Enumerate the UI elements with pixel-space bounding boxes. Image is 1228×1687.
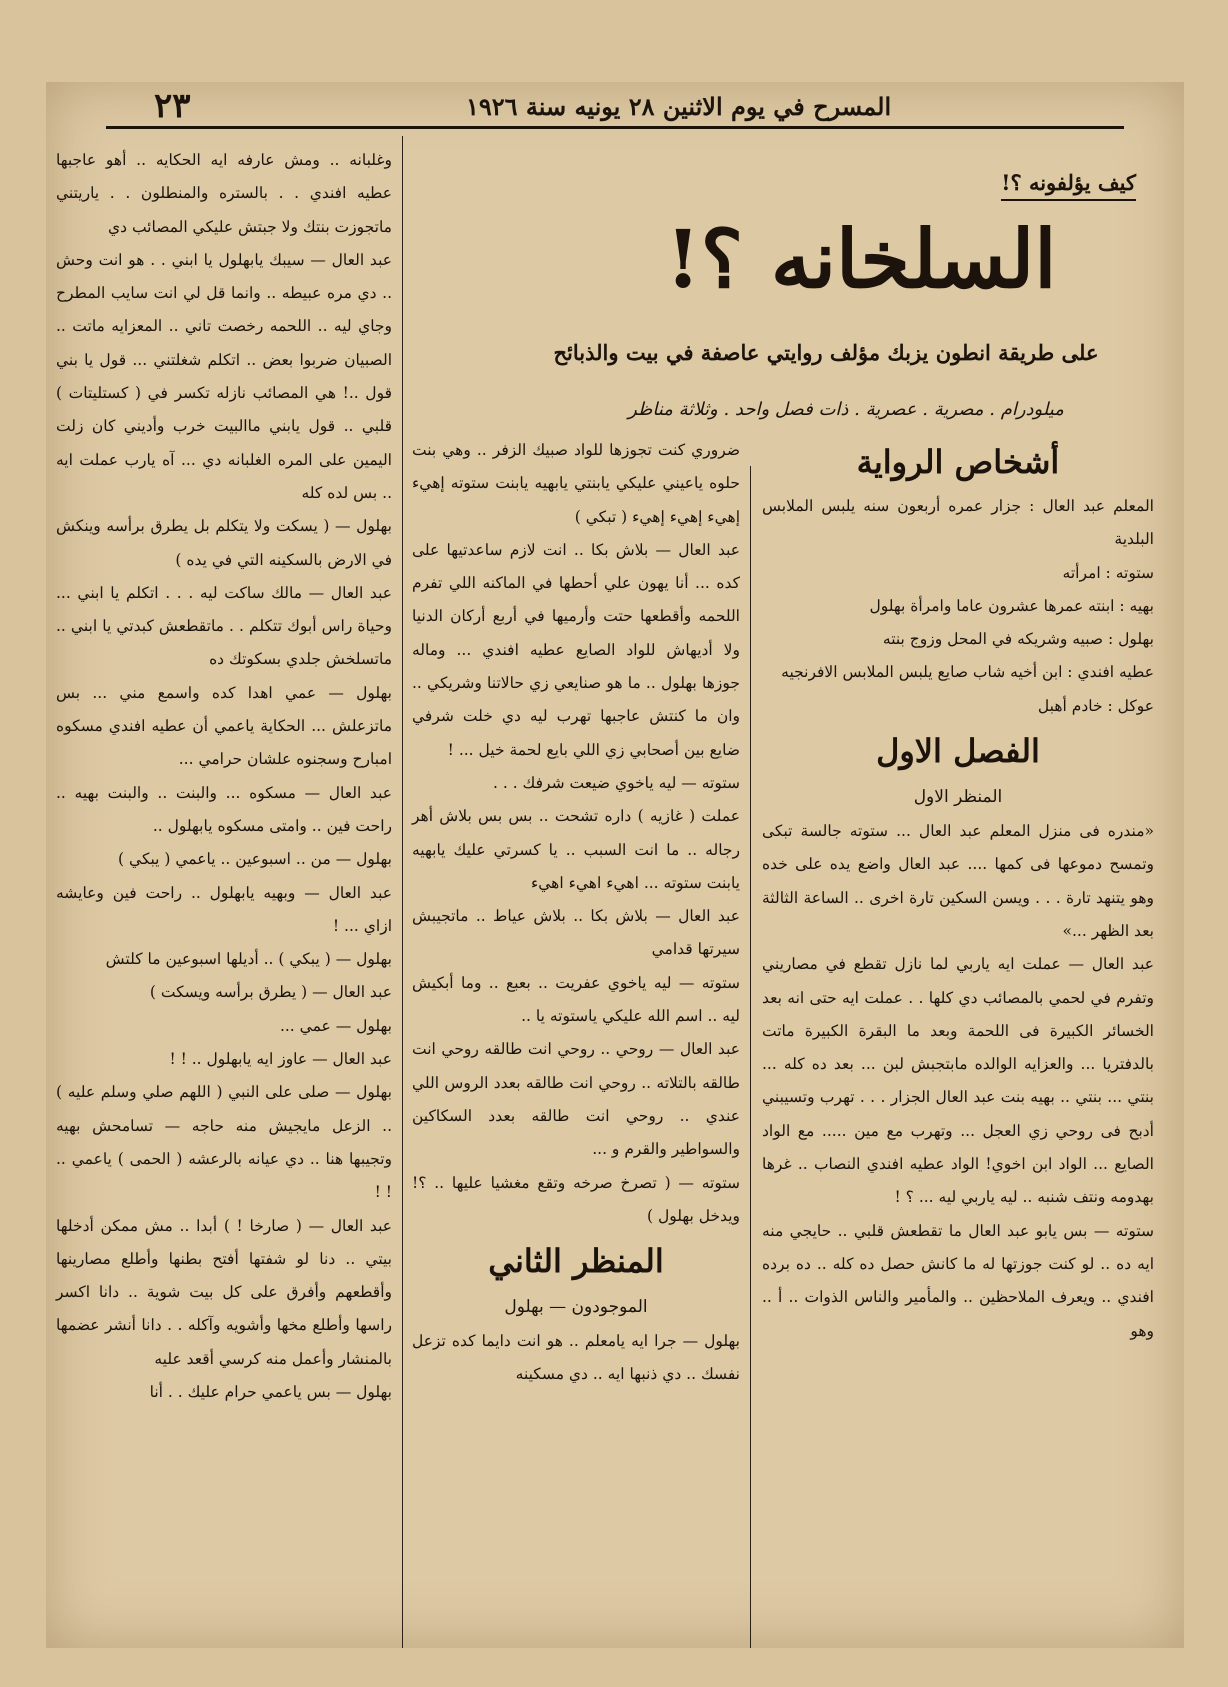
scene2-present: الموجودون — بهلول — [504, 1297, 648, 1318]
text-paragraph: بهلول — من .. اسبوعين .. ياعمي ( يبكي ) — [118, 850, 392, 869]
text-paragraph: بهلول — ( يبكي ) .. أديلها اسبوعين ما كلتش — [105, 950, 392, 969]
text-paragraph: ستوته — بس يابو عبد العال ما تقطعش قلبي .. حايجي منه ايه ده .. لو كنت جوزتها له ما كانش حصل ده كله .. ده برده افندي .. ويعرف الملاحظين .. والمأمير والناس الذوات .. أ .. وهو — [762, 1221, 1154, 1340]
text-paragraph: بهلول — عمي ... — [279, 1016, 392, 1035]
newspaper-page — [46, 82, 1184, 1648]
page-header — [106, 82, 1124, 129]
text-paragraph: عبد العال — روحي .. روحي انت طالقه روحي انت طالقه بالتلاته .. روحي انت طالقه بعدد الروس اللي عندي .. روحي انت طالقه بعدد السكاكين والسواطير والقرم و ... — [412, 1040, 740, 1159]
scene-heading: المنظر الاول — [913, 787, 1003, 808]
text-paragraph: عبد العال — بلاش بكا .. بلاش عياط .. ماتجيبش سيرتها قدامي — [412, 907, 740, 959]
text-paragraph: بهلول — صلى على النبي ( اللهم صلي وسلم عليه ) .. الزعل مايجيش منه حاجه — تسامحش بهيه وتجيبها هنا .. دي عيانه بالرعشه ( الحمى ) ياعمي .. ! ! — [56, 1083, 392, 1202]
cast-line: بهيه : ابنته عمرها عشرون عاما وامرأة بهلول — [869, 596, 1154, 615]
text-paragraph: بهلول — جرا ايه يامعلم .. هو انت دايما كده تزعل نفسك .. دي ذنبها ايه .. دي مسكينه — [412, 1332, 740, 1384]
column-rule-left — [402, 136, 403, 1648]
text-paragraph: ستوته — ( تصرخ صرخه وتقع مغشيا عليها .. ؟! ويدخل بهلول ) — [412, 1173, 740, 1225]
cast-heading: أشخاص الرواية — [856, 443, 1060, 481]
text-paragraph: عبد العال — مالك ساكت ليه . . . اتكلم يا ابني ... وحياة راس أبوك تتكلم . . ماتقطعش كبدتي يا ابني .. ماتسلخش جلدي بسكوتك ده — [56, 583, 392, 669]
text-paragraph: بهلول — بس ياعمي حرام عليك . . أنا — [149, 1382, 392, 1401]
cast-line: عوكل : خادم أهبل — [1037, 696, 1154, 715]
text-paragraph: عبد العال — ( يطرق برأسه ويسكت ) — [149, 983, 392, 1002]
cast-line: عطيه افندي : ابن أخيه شاب صايع يلبس الملابس الافرنجيه — [781, 663, 1154, 682]
middle-column — [412, 434, 740, 1644]
article-kicker: كيف يؤلفونه ؟! — [1001, 170, 1136, 201]
text-paragraph: عبد العال — ( صارخا ! ) أبدا .. مش ممكن أدخلها بيتي .. دنا لو شفتها أفتح بطنها وأطلع مصارينها وأقطعهم وأفرق على كل بيت شوية .. دانا اكسر راسها وأطلع مخها وأشويه وآكله . . دانا أنشر عضمها بالمنشار وأعمل منه كرسي أقعد عليه — [56, 1216, 392, 1368]
text-paragraph: عبد العال — بلاش بكا .. انت لازم ساعدتيها على كده ... أنا يهون علي أحطها في الماكنه اللي تفرم اللحمه وأقطعها حتت وأرميها في أربع أركان الدنيا ولا أديهاش للواد الصايع عطيه افندي ... وماله جوزها بهلول .. ما هو صنايعي زي حالاتنا وشريكي .. وان ما كنتش عاجبها تهرب ليه دي خلت شرفي ضايع بين أصحابي زي اللي بايع لحمة خيل ... ! — [412, 540, 740, 759]
act-heading: الفصل الاول — [876, 732, 1040, 771]
right-column — [762, 434, 1154, 1644]
running-title: المسرح في يوم الاثنين ٢٨ يونيه سنة ١٩٢٦ — [466, 92, 892, 121]
text-paragraph: بهلول — ( يسكت ولا يتكلم بل يطرق برأسه وينكش في الارض بالسكينه التي في يده ) — [56, 517, 392, 569]
text-paragraph: ستوته — ليه ياخوي ضيعت شرفك . . . — [492, 773, 740, 792]
article-subtitle: على طريقة انطون يزبك مؤلف روايتي عاصفة في بيت والذبائح — [553, 340, 1099, 365]
text-paragraph: «مندره فى منزل المعلم عبد العال ... ستوته جالسة تبكى وتمسح دموعها فى كمها .... عبد العال واضع يده على خده وهو يتنهد تارة . . . ويسن السكين تارة اخرى .. الساعة الثالثة بعد الظهر ...» — [762, 822, 1154, 940]
text-paragraph: عبد العال — وبهيه يابهلول .. راحت فين وعايشه ازاي ... ! — [56, 883, 392, 935]
article-genre: ميلودرام . مصرية . عصرية . ذات فصل واحد . وثلاثة مناظر — [628, 399, 1064, 420]
cast-line: بهلول : صبيه وشريكه في المحل وزوج بنته — [882, 630, 1154, 649]
text-paragraph: بهلول — عمي اهدا كده واسمع مني ... بس ماتزعلش ... الحكاية ياعمي أن عطيه افندي مسكوه امبارح وسجنوه علشان حرامي ... — [56, 683, 392, 769]
cast-line: ستوته : امرأته — [1062, 563, 1154, 582]
cast-line: المعلم عبد العال : جزار عمره أربعون سنه يلبس الملابس البلدية — [762, 497, 1154, 549]
left-column — [56, 144, 392, 1644]
text-paragraph: وغلبانه .. ومش عارفه ايه الحكايه .. أهو عاجبها عطيه افندي . . بالستره والمنطلون . . ياريتني ماتجوزت بنتك ولا جبتش عليكي المصائب دي — [56, 151, 392, 236]
scene2-heading: المنظر الثاني — [488, 1242, 664, 1281]
text-paragraph: عبد العال — عملت ايه ياربي لما نازل تقطع في مصاريني وتفرم في لحمي بالمصائب دي كلها . . عملت ايه حتى انه بعد الخسائر الكبيرة فى اللحمة وبعد ما البقرة الكبيرة ماتت بالدفتريا ... والعزايه الوالده مابتجبش لبن ... بعد ده كله ... بنتي ... بنتي .. بهيه بنت عبد العال الجزار . . . تهرب وتسيبني أدبح فى روحي زي العجل ... وتهرب مع مين ..... مع الواد الصايع ... الواد ابن اخوي! الواد عطيه افندي النصاب .. غرها بهدومه ونتف شنبه .. ليه ياربي ليه ... ؟ ! — [762, 955, 1154, 1207]
text-paragraph: عملت ( غازيه ) داره تشحت .. بس بس بلاش أهر رجاله .. ما انت السبب .. يا كسرتي عليك يابهيه يابنت ستوته ... اهيء اهيء اهيء — [412, 807, 740, 892]
text-paragraph: عبد العال — مسكوه ... والبنت .. والبنت بهيه .. راحت فين .. وامتى مسكوه يابهلول .. — [56, 783, 392, 835]
text-paragraph: عبد العال — عاوز ايه يابهلول .. ! ! — [169, 1050, 392, 1069]
page-number: ٢٣ — [154, 86, 191, 126]
text-paragraph: عبد العال — سيبك يابهلول يا ابني . . هو انت وحش .. دي مره عبيطه .. وانما قل لي انت سايب المطرح وجاي ليه .. اللحمه رخصت تاني .. المعزايه ماتت .. الصبيان ضربوا بعض .. اتكلم شغلتني ... قول يا بني قول ..! هي المصائب نازله تكسر في ( كستليتات ) قلبي .. قول يابني ماالبيت خرب وأديني كان زلت اليمين على المره الغلبانه دي ... آه يارب عملت ايه .. بس لده كله — [56, 250, 392, 502]
column-rule-right — [750, 466, 751, 1648]
text-paragraph: ضروري كنت تجوزها للواد صبيك الزفر .. وهي بنت حلوه ياعيني عليكي يابنتي يابهيه يابنت ستوته إهيء إهيء إهيء إهيء ( تبكي ) — [412, 441, 740, 526]
article-title: السلخانه ؟! — [665, 212, 1057, 306]
text-paragraph: ستوته — ليه ياخوي عفريت .. بعبع .. وما أبكيش ليه .. اسم الله عليكي ياستوته يا .. — [412, 973, 740, 1026]
